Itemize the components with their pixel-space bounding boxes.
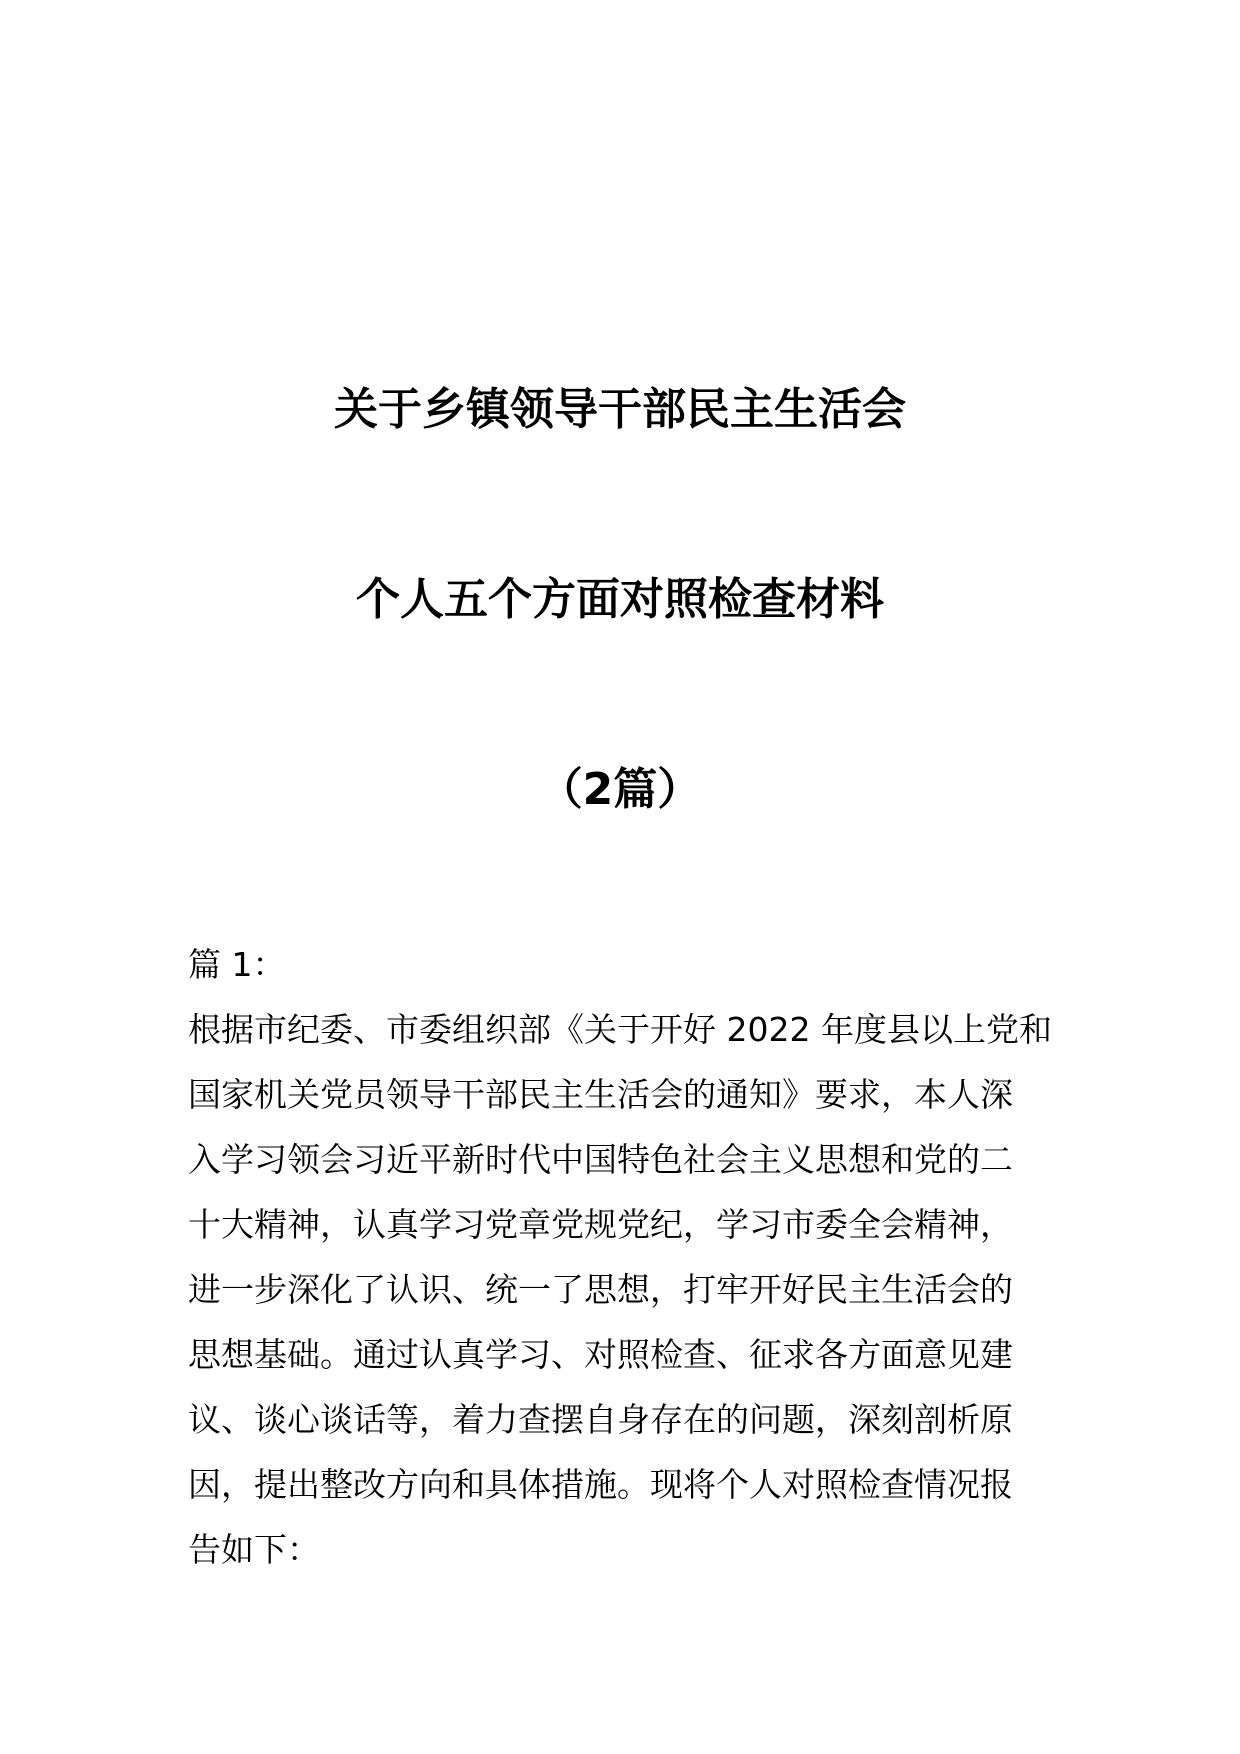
paragraph-line: 根据市纪委、市委组织部《关于开好 2022 年度县以上党和 (188, 1010, 1052, 1049)
section-label: 篇 1： (188, 945, 286, 984)
document-body (188, 932, 1056, 1582)
paragraph-line: 十大精神，认真学习党章党规党纪，学习市委全会精神， (188, 1205, 1013, 1244)
paragraph-line: 因，提出整改方向和具体措施。现将个人对照检查情况报 (188, 1465, 1013, 1504)
document-title-line-2: 个人五个方面对照检查材料 (356, 574, 884, 625)
document-title-count: （2篇） (538, 764, 702, 815)
paragraph-line: 告如下： (188, 1530, 320, 1569)
paragraph-line: 进一步深化了认识、统一了思想，打牢开好民主生活会的 (188, 1270, 1013, 1309)
paragraph-line: 国家机关党员领导干部民主生活会的通知》要求，本人深 (188, 1075, 1013, 1114)
paragraph-line: 入学习领会习近平新时代中国特色社会主义思想和党的二 (188, 1140, 1013, 1179)
document-title-line-1: 关于乡镇领导干部民主生活会 (334, 384, 906, 435)
paragraph-line: 议、谈心谈话等，着力查摆自身存在的问题，深刻剖析原 (188, 1400, 1013, 1439)
paragraph-line: 思想基础。通过认真学习、对照检查、征求各方面意见建 (188, 1335, 1013, 1374)
